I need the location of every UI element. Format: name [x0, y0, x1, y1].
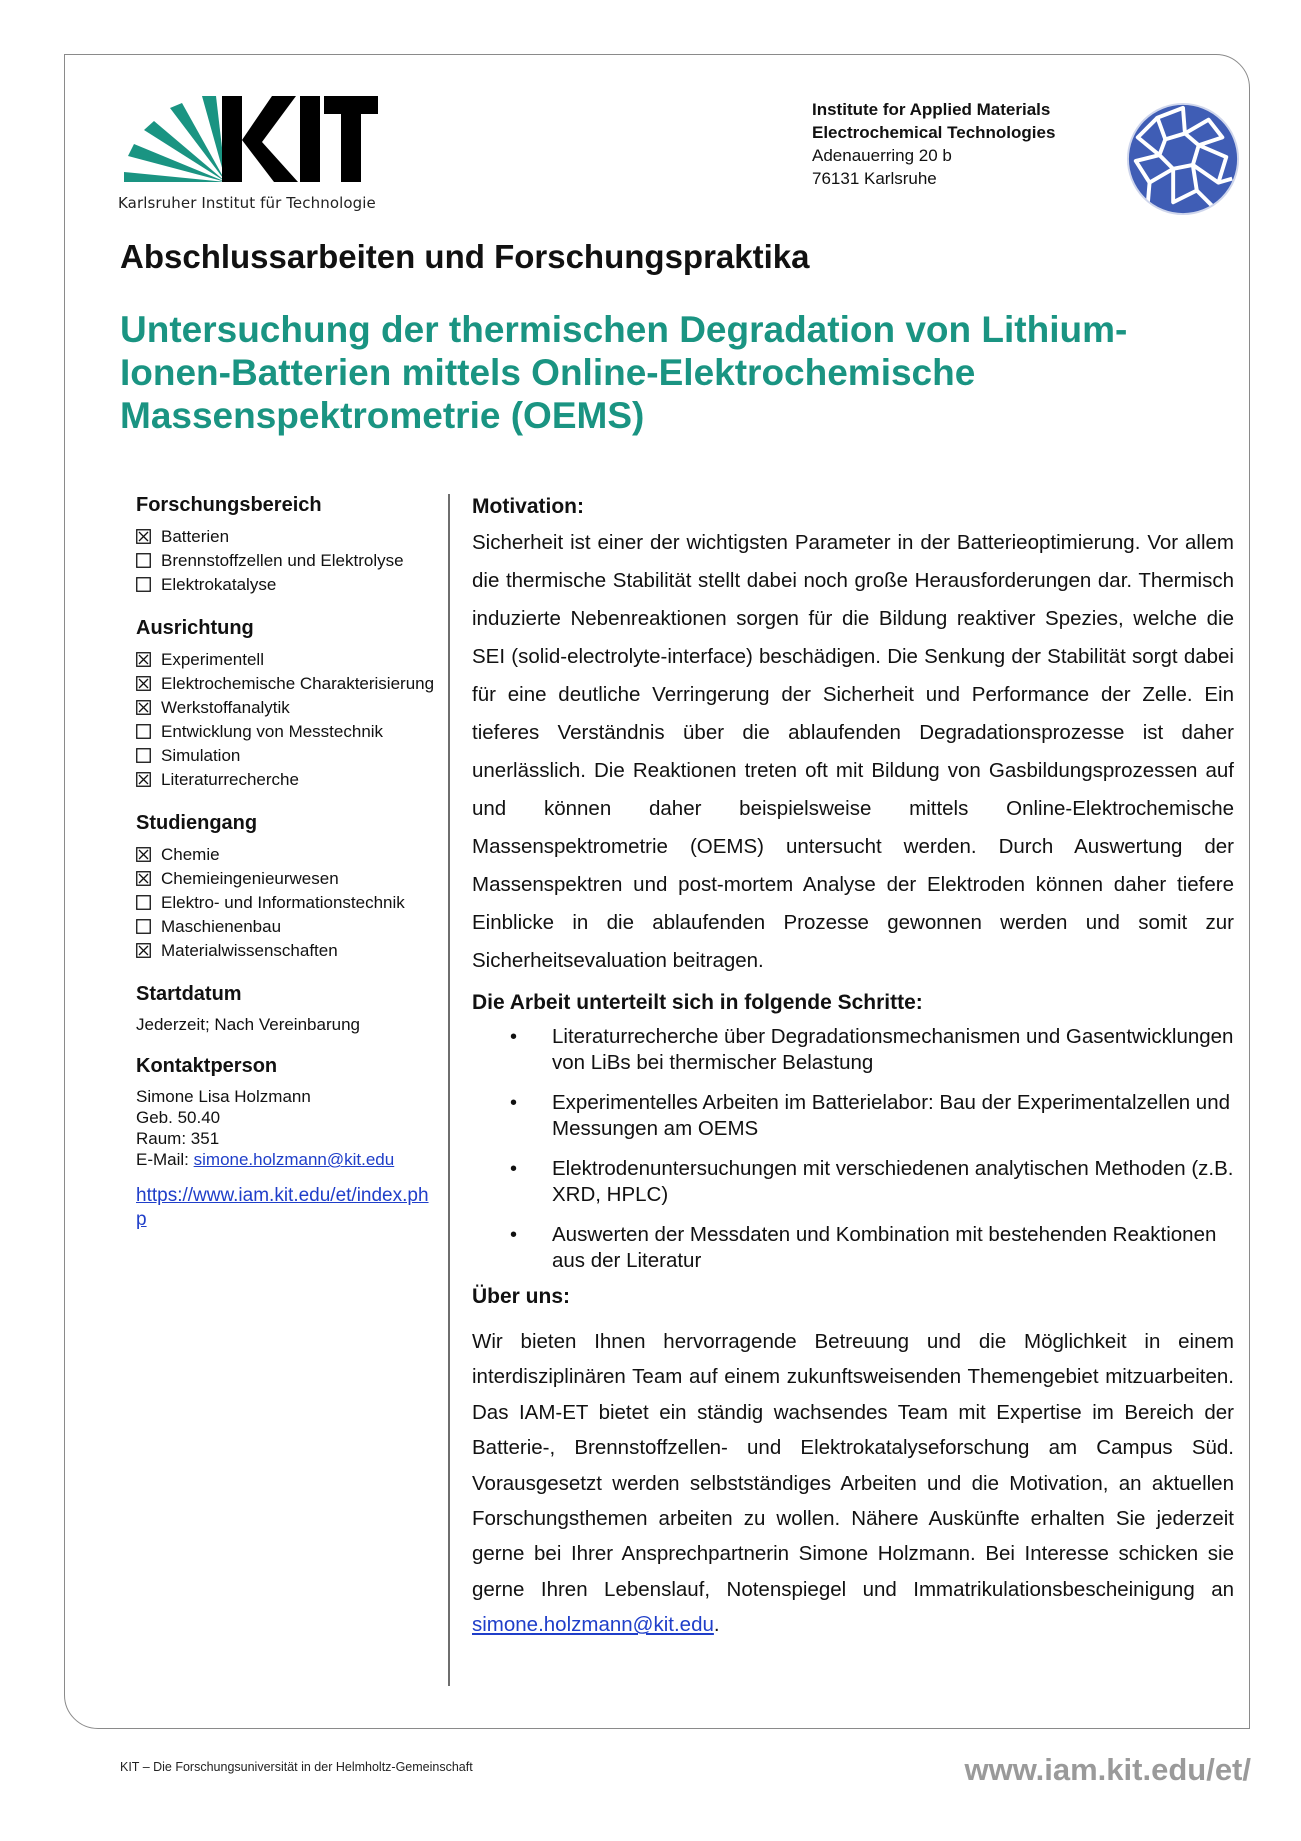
- sidebar: [136, 494, 436, 1252]
- checkbox-label: Werkstoffanalytik: [161, 698, 290, 717]
- checkbox-row: [136, 915, 436, 939]
- about-end: .: [713, 1613, 720, 1637]
- checkbox-label: Entwicklung von Messtechnik: [161, 722, 384, 741]
- document-heading: Abschlussarbeiten und Forschungspraktika: [120, 238, 810, 275]
- footer-url: www.iam.kit.edu/et/: [964, 1752, 1251, 1787]
- about-email-link[interactable]: simone.holzmann@kit.edu: [472, 1613, 714, 1637]
- checkbox-row: [136, 891, 436, 915]
- research-area-heading: Forschungsbereich: [136, 494, 322, 516]
- checkbox-label: Maschienenbau: [161, 917, 282, 936]
- checkbox-label: Elektrokatalyse: [161, 575, 277, 594]
- checkbox-checked-icon: [136, 847, 151, 862]
- orientation-heading: Ausrichtung: [136, 617, 254, 639]
- checkbox-label: Elektro- und Informationstechnik: [161, 893, 405, 912]
- checkbox-row: [136, 525, 436, 549]
- email-label: E-Mail:: [136, 1150, 194, 1169]
- about-heading: Über uns:: [472, 1285, 571, 1308]
- checkbox-row: [136, 744, 436, 768]
- about-paragraph: [472, 1324, 1234, 1643]
- about-text: Wir bieten Ihnen hervorragende Betreuung und die Möglichkeit in einem interdisziplinären Team auf einem zukunftsweisenden Themengebiet mitzuarbeiten. Das IAM-ET bietet ein ständig wachsendes Team mit Expertise im Bereich der Batterie-, Brennstoffzellen- und Elektrokatalyseforschung am Campus Süd. Vorausgesetzt werden selbstständiges Arbeiten und die Motivation, an aktuellen Forschungsthemen arbeiten zu wollen. Nähere Auskünfte erhalten Sie jederzeit gerne bei Ihrer Ansprechpartnerin Simone Holzmann. Bei Interesse schicken sie gerne Ihren Lebenslauf, Notenspiegel und Immatrikulationsbescheinigung an: [472, 1330, 1234, 1601]
- institute-name: Institute for Applied Materials: [812, 100, 1051, 119]
- research-area-section: [136, 494, 436, 597]
- steps-list: [472, 1024, 1234, 1274]
- steps-heading: Die Arbeit unterteilt sich in folgende Schritte:: [472, 991, 923, 1014]
- checkbox-row: [136, 549, 436, 573]
- checkbox-label: Brennstoffzellen und Elektrolyse: [161, 551, 404, 570]
- thesis-title: Untersuchung der thermischen Degradation von Lithium-Ionen-Batterien mittels Online-Elektrochemische Massenspektrometrie (OEMS): [120, 309, 1128, 436]
- contact-heading: Kontaktperson: [136, 1055, 278, 1077]
- checkbox-empty-icon: [136, 895, 151, 910]
- contact-email-link[interactable]: simone.holzmann@kit.edu: [193, 1150, 395, 1169]
- contact-email-line: [136, 1149, 436, 1170]
- checkbox-empty-icon: [136, 748, 151, 763]
- contact-building: Geb. 50.40: [136, 1108, 221, 1127]
- list-item: • Elektrodenuntersuchungen mit verschiedenen analytischen Methoden (z.B. XRD, HPLC): [472, 1156, 1234, 1208]
- main-content: [472, 494, 1234, 1643]
- address-street: Adenauerring 20 b: [812, 146, 952, 165]
- checkbox-row: [136, 648, 436, 672]
- checkbox-label: Chemie: [161, 845, 220, 864]
- checkbox-label: Simulation: [161, 746, 241, 765]
- contact-name: Simone Lisa Holzmann: [136, 1087, 311, 1106]
- checkbox-empty-icon: [136, 724, 151, 739]
- checkbox-label: Materialwissenschaften: [161, 941, 338, 960]
- program-heading: Studiengang: [136, 812, 258, 834]
- checkbox-row: [136, 768, 436, 792]
- kit-logo-fan: [124, 96, 226, 182]
- checkbox-row: [136, 939, 436, 963]
- footer-tagline: KIT – Die Forschungsuniversität in der Helmholtz-Gemeinschaft: [120, 1760, 473, 1774]
- checkbox-row: [136, 672, 436, 696]
- checkbox-checked-icon: [136, 871, 151, 886]
- column-divider: [448, 494, 450, 1686]
- start-value: Jederzeit; Nach Vereinbarung: [136, 1015, 360, 1034]
- checkbox-label: Experimentell: [161, 650, 264, 669]
- checkbox-checked-icon: [136, 529, 151, 544]
- checkbox-label: Elektrochemische Charakterisierung: [161, 674, 435, 693]
- checkbox-label: Literaturrecherche: [161, 770, 299, 789]
- start-section: [136, 983, 436, 1035]
- institute-division: Electrochemical Technologies: [812, 123, 1056, 142]
- contact-details: [136, 1086, 436, 1170]
- address-city: 76131 Karlsruhe: [812, 169, 937, 188]
- program-section: [136, 812, 436, 963]
- checkbox-checked-icon: [136, 943, 151, 958]
- checkbox-row: [136, 720, 436, 744]
- list-item: • Auswerten der Messdaten und Kombination mit bestehenden Reaktionen aus der Literatur: [472, 1222, 1234, 1274]
- start-heading: Startdatum: [136, 983, 242, 1005]
- motivation-text: Sicherheit ist einer der wichtigsten Parameter in der Batterieoptimierung. Vor allem die thermische Stabilität stellt dabei noch große Herausforderungen dar. Thermisch induzierte Nebenreaktionen sorgen für die Bildung reaktiver Spezies, welche die SEI (solid-electrolyte-interface) beschädigen. Die Senkung der Stabilität sorgt dabei für eine deutliche Verringerung der Sicherheit und Performance der Zelle. Ein tieferes Verständnis über die ablaufenden Degradationsprozesse ist daher unerlässlich. Die Reaktionen treten oft mit Bildung von Gasbildungsprozessen auf und können daher beispielsweise mittels Online-Elektrochemische Massenspektrometrie (OEMS) untersucht werden. Durch Auswertung der Massenspektren und post-mortem Analyse der Elektroden können daher tiefere Einblicke in die ablaufenden Prozesse gewonnen werden und somit zur Sicherheitsevaluation beitragen.: [472, 531, 1234, 972]
- orientation-section: [136, 617, 436, 792]
- checkbox-checked-icon: [136, 652, 151, 667]
- checkbox-label: Batterien: [161, 527, 230, 546]
- website-line: [136, 1184, 436, 1232]
- checkbox-checked-icon: [136, 700, 151, 715]
- motivation-heading: Motivation:: [472, 495, 584, 518]
- checkbox-empty-icon: [136, 577, 151, 592]
- institute-block: [812, 98, 1055, 190]
- contact-section: [136, 1055, 436, 1232]
- website-link[interactable]: https://www.iam.kit.edu/et/index.php: [136, 1185, 429, 1230]
- kit-logo-letters: [222, 96, 378, 182]
- checkbox-label: Chemieingenieurwesen: [161, 869, 339, 888]
- checkbox-empty-icon: [136, 919, 151, 934]
- list-item: • Experimentelles Arbeiten im Batterielabor: Bau der Experimentalzellen und Messungen am OEMS: [472, 1090, 1234, 1142]
- checkbox-row: [136, 573, 436, 597]
- checkbox-row: [136, 843, 436, 867]
- institute-globe-icon: [1124, 100, 1242, 218]
- logo-caption: Karlsruher Institut für Technologie: [118, 194, 376, 212]
- checkbox-checked-icon: [136, 772, 151, 787]
- checkbox-row: [136, 696, 436, 720]
- contact-room: Raum: 351: [136, 1129, 220, 1148]
- checkbox-empty-icon: [136, 553, 151, 568]
- checkbox-row: [136, 867, 436, 891]
- checkbox-checked-icon: [136, 676, 151, 691]
- list-item: • Literaturrecherche über Degradationsmechanismen und Gasentwicklungen von LiBs bei thermischer Belastung: [472, 1024, 1234, 1076]
